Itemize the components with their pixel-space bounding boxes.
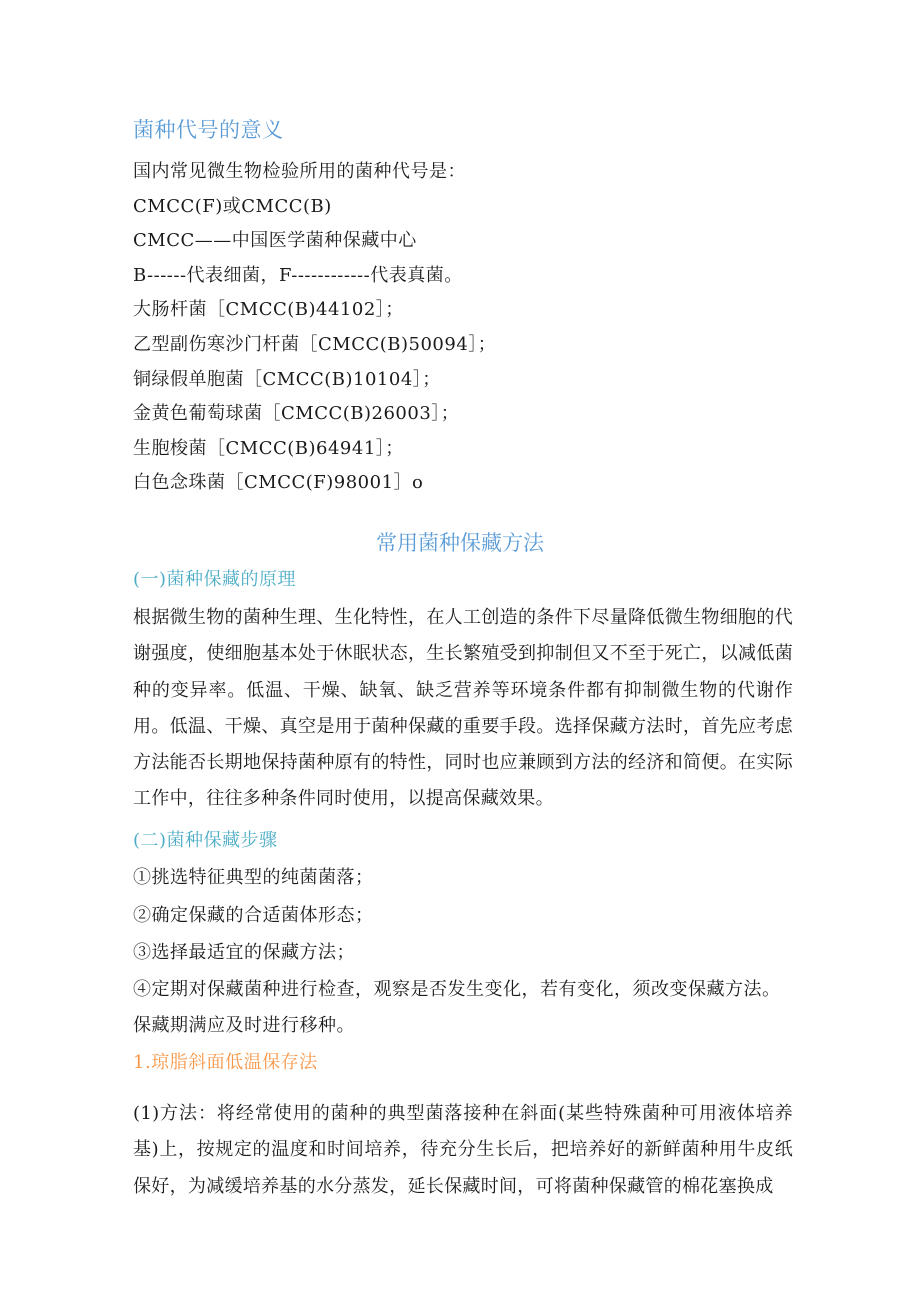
section-title-strain-codes: 菌种代号的意义 [133,118,284,142]
method-title-agar-slant: 1.琼脂斜面低温保存法 [133,1052,318,1073]
step-item: ①挑选特征典型的纯菌菌落； [133,867,374,888]
strain-line: 金黄色葡萄球菌［CMCC(B)26003］； [133,403,460,424]
step-item: ②确定保藏的合适菌体形态； [133,905,374,926]
subsection-title-steps: (二)菌种保藏步骤 [133,830,278,851]
subsection-title-principle: (一)菌种保藏的原理 [133,569,297,590]
strain-line: 白色念珠菌［CMCC(F)98001］o [133,472,424,493]
strain-line: 生胞梭菌［CMCC(B)64941］； [133,438,404,459]
text-line: 国内常见微生物检验所用的菌种代号是： [133,161,466,182]
method-paragraph: (1)方法：将经常使用的菌种的典型菌落接种在斜面(某些特殊菌种可用液体培养基)上，按规定的温度和时间培养，待充分生长后，把培养好的新鲜菌种用牛皮纸保好，为减缓培养基的水分蒸发，延长保藏时间，可将菌种保藏管的棉花塞换成 [133,1103,793,1197]
section-title-preservation-methods: 常用菌种保藏方法 [376,531,544,555]
strain-line: 大肠杆菌［CMCC(B)44102］； [133,299,404,320]
step-item: 保藏期满应及时进行移种。 [133,1015,355,1036]
step-item: ④定期对保藏菌种进行检查，观察是否发生变化，若有变化，须改变保藏方法。 [133,979,781,1000]
text-line: CMCC——中国医学菌种保藏中心 [133,230,417,251]
strain-line: 乙型副伤寒沙门杆菌［CMCC(B)50094］； [133,334,497,355]
text-line: CMCC(F)或CMCC(B) [133,196,332,217]
step-item: ③选择最适宜的保藏方法； [133,942,355,963]
strain-line: 铜绿假单胞菌［CMCC(B)10104］； [133,369,441,390]
text-line: B------代表细菌，F------------代表真菌。 [133,265,463,286]
principle-paragraph: 根据微生物的菌种生理、生化特性，在人工创造的条件下尽量降低微生物细胞的代谢强度，使细胞基本处于休眠状态，生长繁殖受到抑制但又不至于死亡，以减低菌种的变异率。低温、干燥、缺氧、缺乏营养等环境条件都有抑制微生物的代谢作用。低温、干燥、真空是用于菌种保藏的重要手段。选择保藏方法时，首先应考虑方法能否长期地保持菌种原有的特性，同时也应兼顾到方法的经济和简便。在实际工作中，往往多种条件同时使用，以提高保藏效果。 [133,607,793,810]
